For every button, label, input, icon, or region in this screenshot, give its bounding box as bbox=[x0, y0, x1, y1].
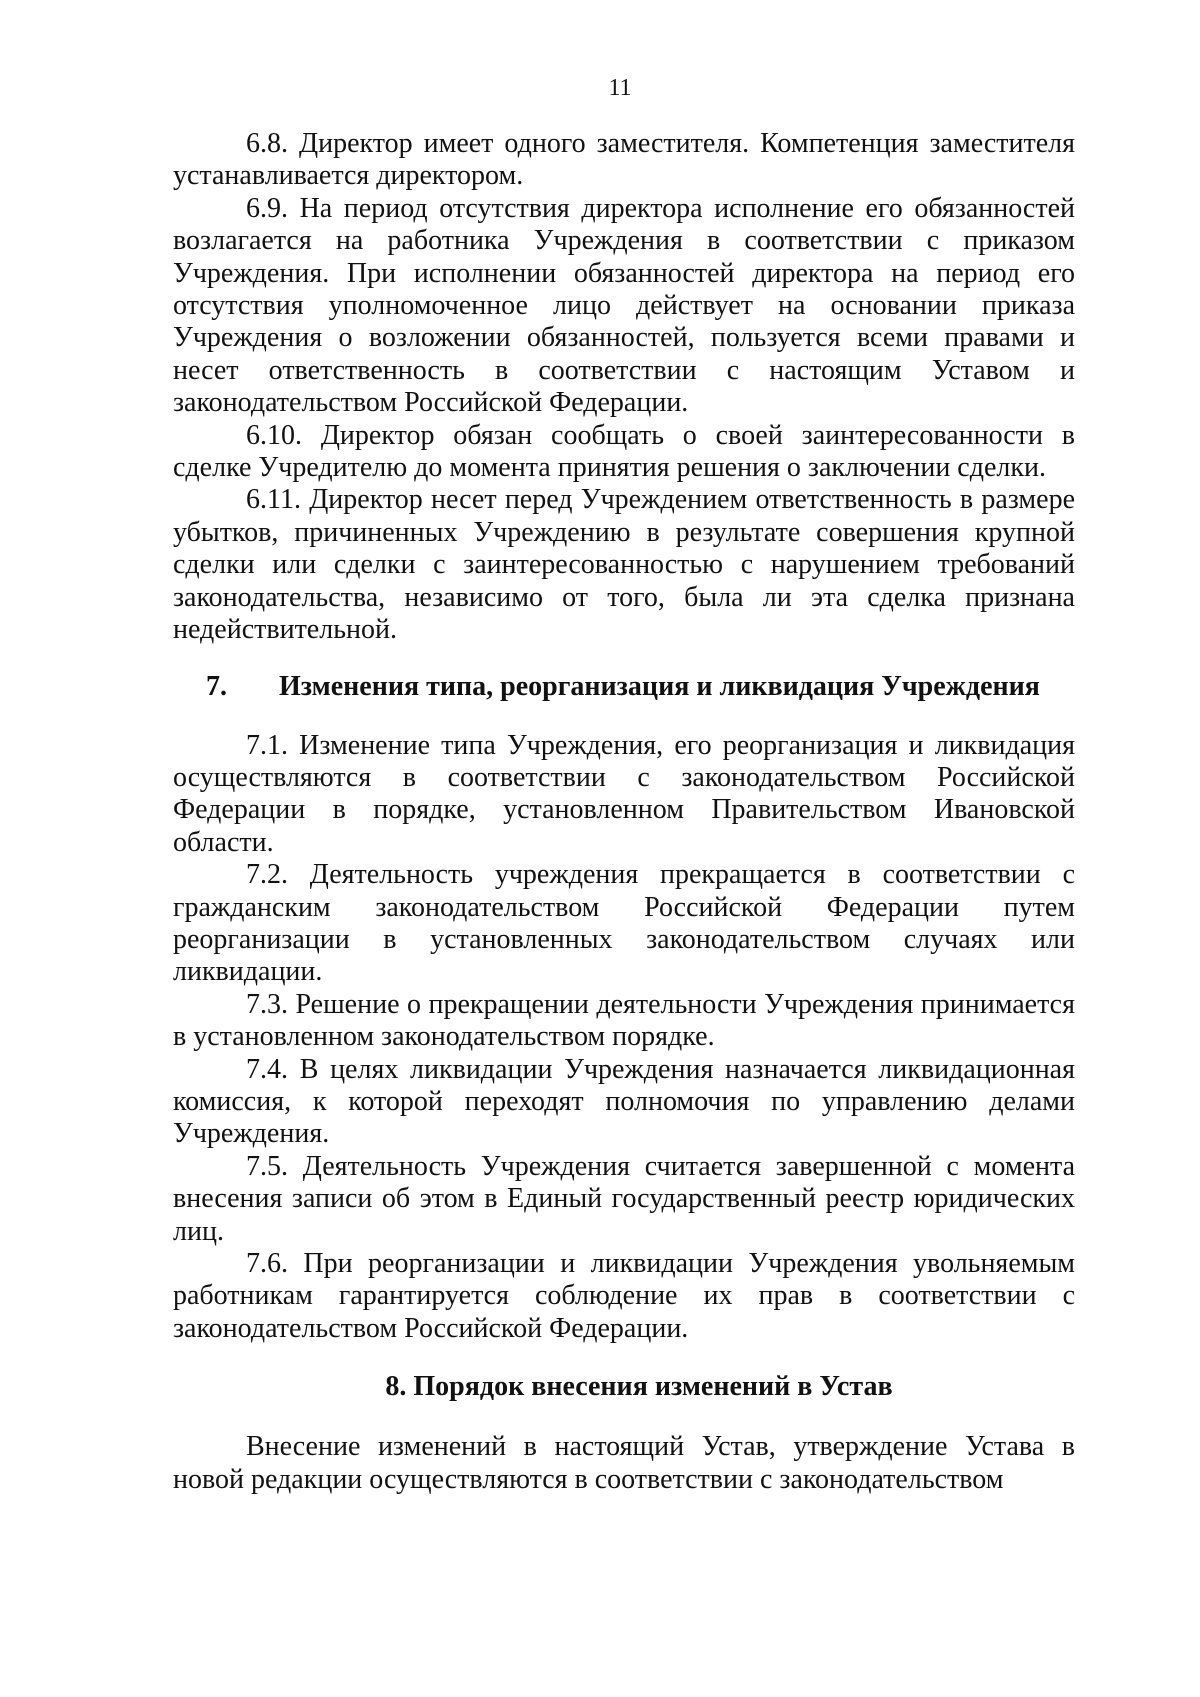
section-8-body bbox=[173, 1431, 1075, 1496]
paragraph-6-8: 6.8. Директор имеет одного заместителя. Компетенция заместителя устанавливается директором. bbox=[173, 128, 1075, 192]
page-number: 11 bbox=[608, 75, 632, 101]
paragraph-7-2: 7.2. Деятельность учреждения прекращается в соответствии с гражданским законодательством Российской Федерации путем реорганизации в установленных законодательством случаях или ликвидации. bbox=[173, 859, 1075, 988]
paragraph-6-11: 6.11. Директор несет перед Учреждением ответственность в размере убытков, причиненных Учреждению в результате совершения крупной сделки или сделки с заинтересованностью с нарушением требований законодательства, независимо от того, была ли эта сделка признана недействительной. bbox=[173, 484, 1075, 646]
paragraph-8-intro: Внесение изменений в настоящий Устав, утверждение Устава в новой редакции осуществляются в соответствии с законодательством bbox=[173, 1431, 1075, 1495]
paragraph-7-3: 7.3. Решение о прекращении деятельности Учреждения принимается в установленном законодательством порядке. bbox=[173, 988, 1075, 1053]
section-7-title: Изменения типа, реорганизация и ликвидация Учреждения bbox=[279, 670, 1040, 702]
section-7-heading bbox=[173, 671, 1075, 703]
paragraph-7-5: 7.5. Деятельность Учреждения считается завершенной с момента внесения записи об этом в Единый государственный реестр юридических лиц. bbox=[173, 1150, 1075, 1247]
paragraph-7-1: 7.1. Изменение типа Учреждения, его реорганизация и ликвидация осуществляются в соответствии с законодательством Российской Федерации в порядке, установленном Правительством Ивановской области. bbox=[173, 729, 1075, 858]
page-content bbox=[173, 128, 1075, 1496]
paragraph-7-4: 7.4. В целях ликвидации Учреждения назначается ликвидационная комиссия, к которой переходят полномочия по управлению делами Учреждения. bbox=[173, 1053, 1075, 1150]
section-6-continuation bbox=[173, 128, 1075, 647]
paragraph-6-10: 6.10. Директор обязан сообщать о своей заинтересованности в сделке Учредителю до момента принятия решения о заключении сделки. bbox=[173, 419, 1075, 484]
section-7-body bbox=[173, 730, 1075, 1346]
paragraph-6-9: 6.9. На период отсутствия директора исполнение его обязанностей возлагается на работника Учреждения в соответствии с приказом Учреждения. При исполнении обязанностей директора на период его отсутствия уполномоченное лицо действует на основании приказа Учреждения о возложении обязанностей, пользуется всеми правами и несет ответственность в соответствии с настоящим Уставом и законодательством Российской Федерации. bbox=[173, 192, 1075, 419]
paragraph-7-6: 7.6. При реорганизации и ликвидации Учреждения увольняемым работникам гарантируется соблюдение их прав в соответствии с законодательством Российской Федерации. bbox=[173, 1248, 1075, 1344]
section-8-heading: 8. Порядок внесения изменений в Устав bbox=[385, 1371, 893, 1403]
section-7-number: 7. bbox=[206, 670, 227, 702]
